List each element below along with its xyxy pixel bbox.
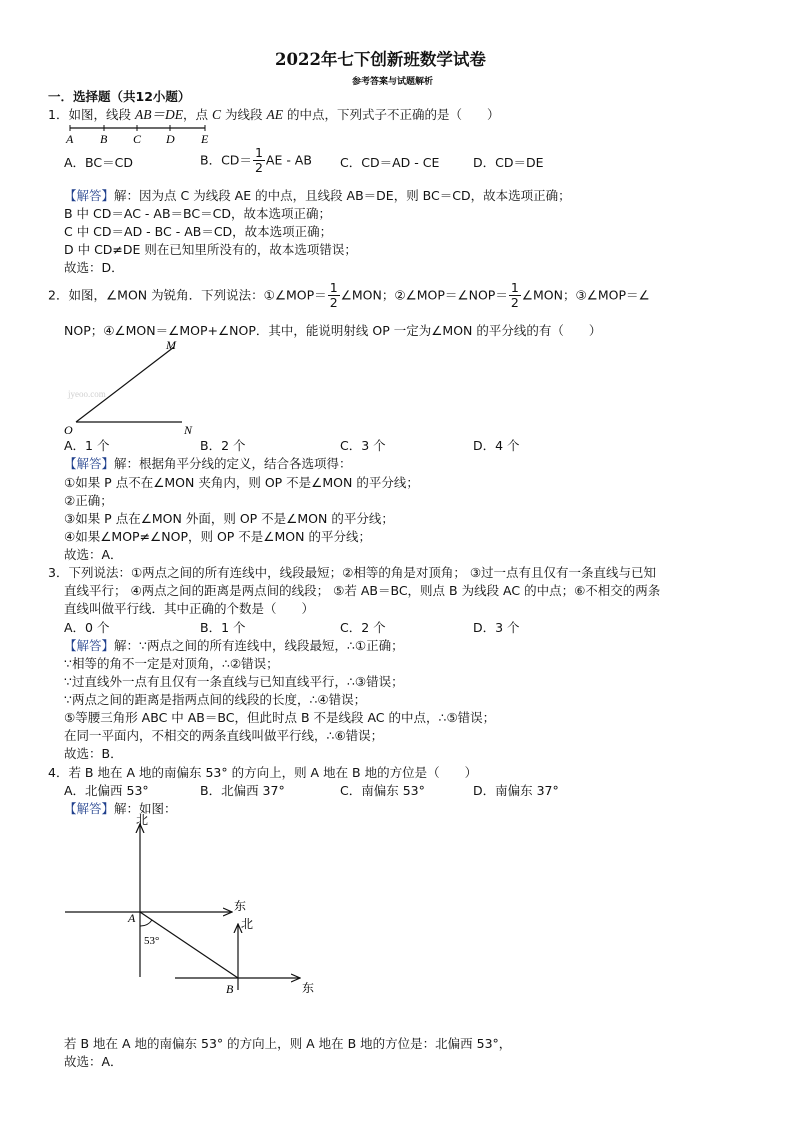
q2-option-c: C．3 个	[340, 438, 386, 453]
q4-conclusion: 若 B 地在 A 地的南偏东 53° 的方向上，则 A 地在 B 地的方位是：北偏西 53°，	[64, 1036, 512, 1051]
q2-answer-line: ②正确；	[64, 493, 113, 508]
page-subtitle: 参考答案与试题解析	[352, 77, 434, 87]
q4-answer-line: 【解答】解：如图：	[64, 801, 177, 816]
question-3-stem-line: 3．下列说法：①两点之间的所有连线中，线段最短；②相等的角是对顶角； ③过一点有且仅有一条直线与已知	[48, 565, 657, 580]
point-label: E	[201, 132, 209, 146]
question-4-stem: 4．若 B 地在 A 地的南偏东 53° 的方向上，则 A 地在 B 地的方位是（ ）	[48, 765, 478, 780]
north-label: 北	[241, 917, 254, 931]
answer-tag: 【解答】	[64, 188, 115, 203]
q3-answer-line: 故选：B．	[64, 746, 123, 761]
q4-final-answer: 故选：A．	[64, 1054, 123, 1069]
question-2-stem-line1: 2．如图，∠MON 为锐角．下列说法：①∠MOP＝ $\frac{1}{2}$ ∠MON；②∠MOP＝∠NOP＝ $\frac{1}{2}$ ∠MON；③∠MOP＝∠	[48, 280, 650, 310]
q3-answer-line: ∵过直线外一点有且仅有一条直线与已知直线平行，∴③错误；	[64, 674, 404, 689]
q1-option-c: C．CD＝AD - CE	[340, 155, 440, 170]
q1-answer-line: 【解答】解：因为点 C 为线段 AE 的中点，且线段 AB＝DE，则 BC＝CD，故本选项正确；	[64, 188, 571, 203]
question-2-angle-figure	[62, 337, 202, 437]
q3-answer-line: ∵相等的角不一定是对顶角，∴②错误；	[64, 656, 279, 671]
point-label: C	[133, 132, 142, 146]
answer-tag: 【解答】	[64, 456, 115, 471]
q2-option-d: D．4 个	[473, 438, 520, 453]
fraction: $\frac{1}{2}$	[329, 280, 338, 310]
q3-option-c: C．2 个	[340, 620, 386, 635]
q3-answer-line: ∵两点之间的距离是指两点间的线段的长度，∴④错误；	[64, 692, 367, 707]
question-1-stem: 1．如图，线段 AB＝DE，点 C 为线段 AE 的中点，下列式子不正确的是（ ）	[48, 107, 500, 122]
q2-answer-line: ①如果 P 点不在∠MON 夹角内，则 OP 不是∠MON 的平分线；	[64, 475, 419, 490]
east-label: 东	[302, 981, 315, 995]
q1-answer-line: D 中 CD≠DE 则在已知里所没有的，故本选项错误；	[64, 242, 357, 257]
q4-option-d: D．南偏东 37°	[473, 783, 559, 798]
q4-option-b: B．北偏西 37°	[200, 783, 285, 798]
q1-option-a: A．BC＝CD	[64, 155, 133, 170]
point-label: B	[100, 132, 108, 146]
question-1-segment-figure	[60, 124, 220, 148]
q2-option-a: A．1 个	[64, 438, 110, 453]
fraction: $\frac{1}{2}$	[510, 280, 519, 310]
q2-answer-line: ④如果∠MOP≠∠NOP，则 OP 不是∠MON 的平分线；	[64, 529, 371, 544]
question-3-stem-line: 直线叫做平行线．其中正确的个数是（ ）	[64, 601, 315, 616]
east-label: 东	[234, 899, 247, 913]
q1-answer-line: C 中 CD＝AD - BC - AB＝CD，故本选项正确；	[64, 224, 333, 239]
point-label: A	[66, 132, 74, 146]
vertex-label-o: O	[64, 423, 73, 437]
q2-answer-line: ③如果 P 点在∠MON 外面，则 OP 不是∠MON 的平分线；	[64, 511, 394, 526]
north-label: 北	[136, 813, 149, 827]
q3-answer-line: ⑤等腰三角形 ABC 中 AB＝BC，但此时点 B 不是线段 AC 的中点，∴⑤错误；	[64, 710, 496, 725]
q3-answer-line: 在同一平面内，不相交的两条直线叫做平行线，∴⑥错误；	[64, 728, 384, 743]
question-number: 1．	[48, 107, 69, 122]
answer-tag: 【解答】	[64, 638, 115, 653]
q3-option-b: B．1 个	[200, 620, 246, 635]
watermark: jyeoo.com	[68, 389, 106, 399]
point-label-b: B	[226, 982, 234, 996]
q3-answer-line: 【解答】解：∵两点之间的所有连线中，线段最短，∴①正确；	[64, 638, 404, 653]
q4-option-c: C．南偏东 53°	[340, 783, 425, 798]
angle-label: 53°	[144, 935, 160, 947]
section-heading: 一．选择题（共12小题）	[48, 89, 191, 104]
question-2-stem-line2: NOP；④∠MON＝∠MOP+∠NOP．其中，能说明射线 OP 一定为∠MON 的平分线的有（ ）	[64, 323, 602, 338]
q2-option-b: B．2 个	[200, 438, 246, 453]
q4-option-a: A．北偏西 53°	[64, 783, 149, 798]
page-title: 2022年七下创新班数学试卷	[275, 50, 486, 69]
point-label-a: A	[128, 911, 136, 925]
q3-option-d: D．3 个	[473, 620, 520, 635]
q1-answer-line: 故选：D．	[64, 260, 124, 275]
q1-option-d: D．CD＝DE	[473, 155, 544, 170]
fraction: $\frac{1}{2}$	[254, 145, 263, 175]
point-label: D	[166, 132, 175, 146]
q2-answer-line: 故选：A．	[64, 547, 123, 562]
q1-answer-line: B 中 CD＝AC - AB＝BC＝CD，故本选项正确；	[64, 206, 331, 221]
q3-option-a: A．0 个	[64, 620, 110, 635]
vertex-label-n: N	[184, 423, 193, 437]
question-4-direction-figure	[60, 812, 330, 1002]
q2-answer-line: 【解答】解：根据角平分线的定义，结合各选项得：	[64, 456, 352, 471]
vertex-label-m: M	[166, 338, 176, 352]
q1-option-b: B．CD＝ $\frac{1}{2}$ AE - AB	[200, 145, 312, 175]
question-3-stem-line: 直线平行； ④两点之间的距离是两点间的线段； ⑤若 AB＝BC，则点 B 为线段 AC 的中点；⑥不相交的两条	[64, 583, 661, 598]
answer-tag: 【解答】	[64, 801, 115, 816]
